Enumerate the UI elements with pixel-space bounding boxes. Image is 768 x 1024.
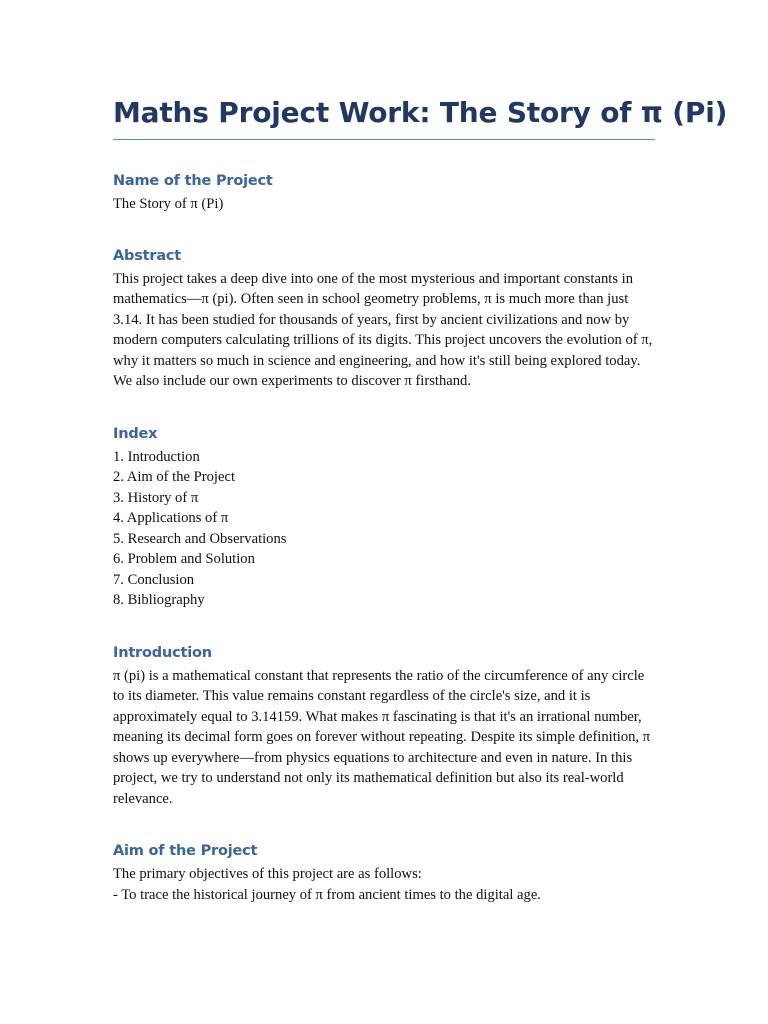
index-item: 5. Research and Observations (113, 530, 287, 547)
section-heading-project-name: Name of the Project (113, 173, 273, 189)
section-heading-introduction: Introduction (113, 644, 212, 661)
document-page (113, 93, 728, 905)
section-heading-aim: Aim of the Project (113, 843, 258, 859)
aim-intro-text: The primary objectives of this project are as follows: (113, 866, 422, 882)
index-item: 3. History of π (113, 489, 199, 506)
section-heading-index: Index (113, 425, 158, 442)
section-abstract (113, 246, 655, 392)
section-project-name (113, 171, 655, 215)
section-aim (113, 841, 655, 905)
index-item: 7. Conclusion (113, 571, 195, 588)
index-item: 6. Problem and Solution (113, 551, 255, 567)
index-item: 8. Bibliography (113, 592, 205, 608)
section-heading-abstract: Abstract (113, 247, 182, 264)
abstract-paragraph: This project takes a deep dive into one of the most mysterious and important constants in mathematics—π (pi). Often seen in school geometry problems, π is much more than just 3.14. It has been studied for thousands of years, first by ancient civilizations and now by modern computers calculating trillions of its digits. This project uncovers the evolution of π, why it matters so much in science and engineering, and how it's still being explored today. We also include our own experiments to discover π firsthand. (113, 270, 653, 389)
introduction-paragraph: π (pi) is a mathematical constant that represents the ratio of the circumference of any circle to its diameter. This value remains constant regardless of the circle's size, and it is approximately equal to 3.14159. What makes π fascinating is that it's an irrational number, meaning its decimal form goes on forever without repeating. Despite its simple definition, π shows up everywhere—from physics equations to architecture and even in nature. In this project, we try to understand not only its mathematical definition but also its real-world relevance. (113, 667, 651, 807)
aim-point: - To trace the historical journey of π from ancient times to the digital age. (113, 886, 541, 903)
index-item: 2. Aim of the Project (113, 469, 236, 485)
project-name-text: The Story of π (Pi) (113, 196, 224, 212)
index-item: 1. Introduction (113, 448, 200, 465)
document-title: Maths Project Work: The Story of π (Pi) (113, 93, 655, 140)
index-item: 4. Applications of π (113, 510, 229, 526)
index-list (113, 447, 655, 611)
section-index (113, 424, 655, 611)
section-introduction (113, 643, 655, 810)
